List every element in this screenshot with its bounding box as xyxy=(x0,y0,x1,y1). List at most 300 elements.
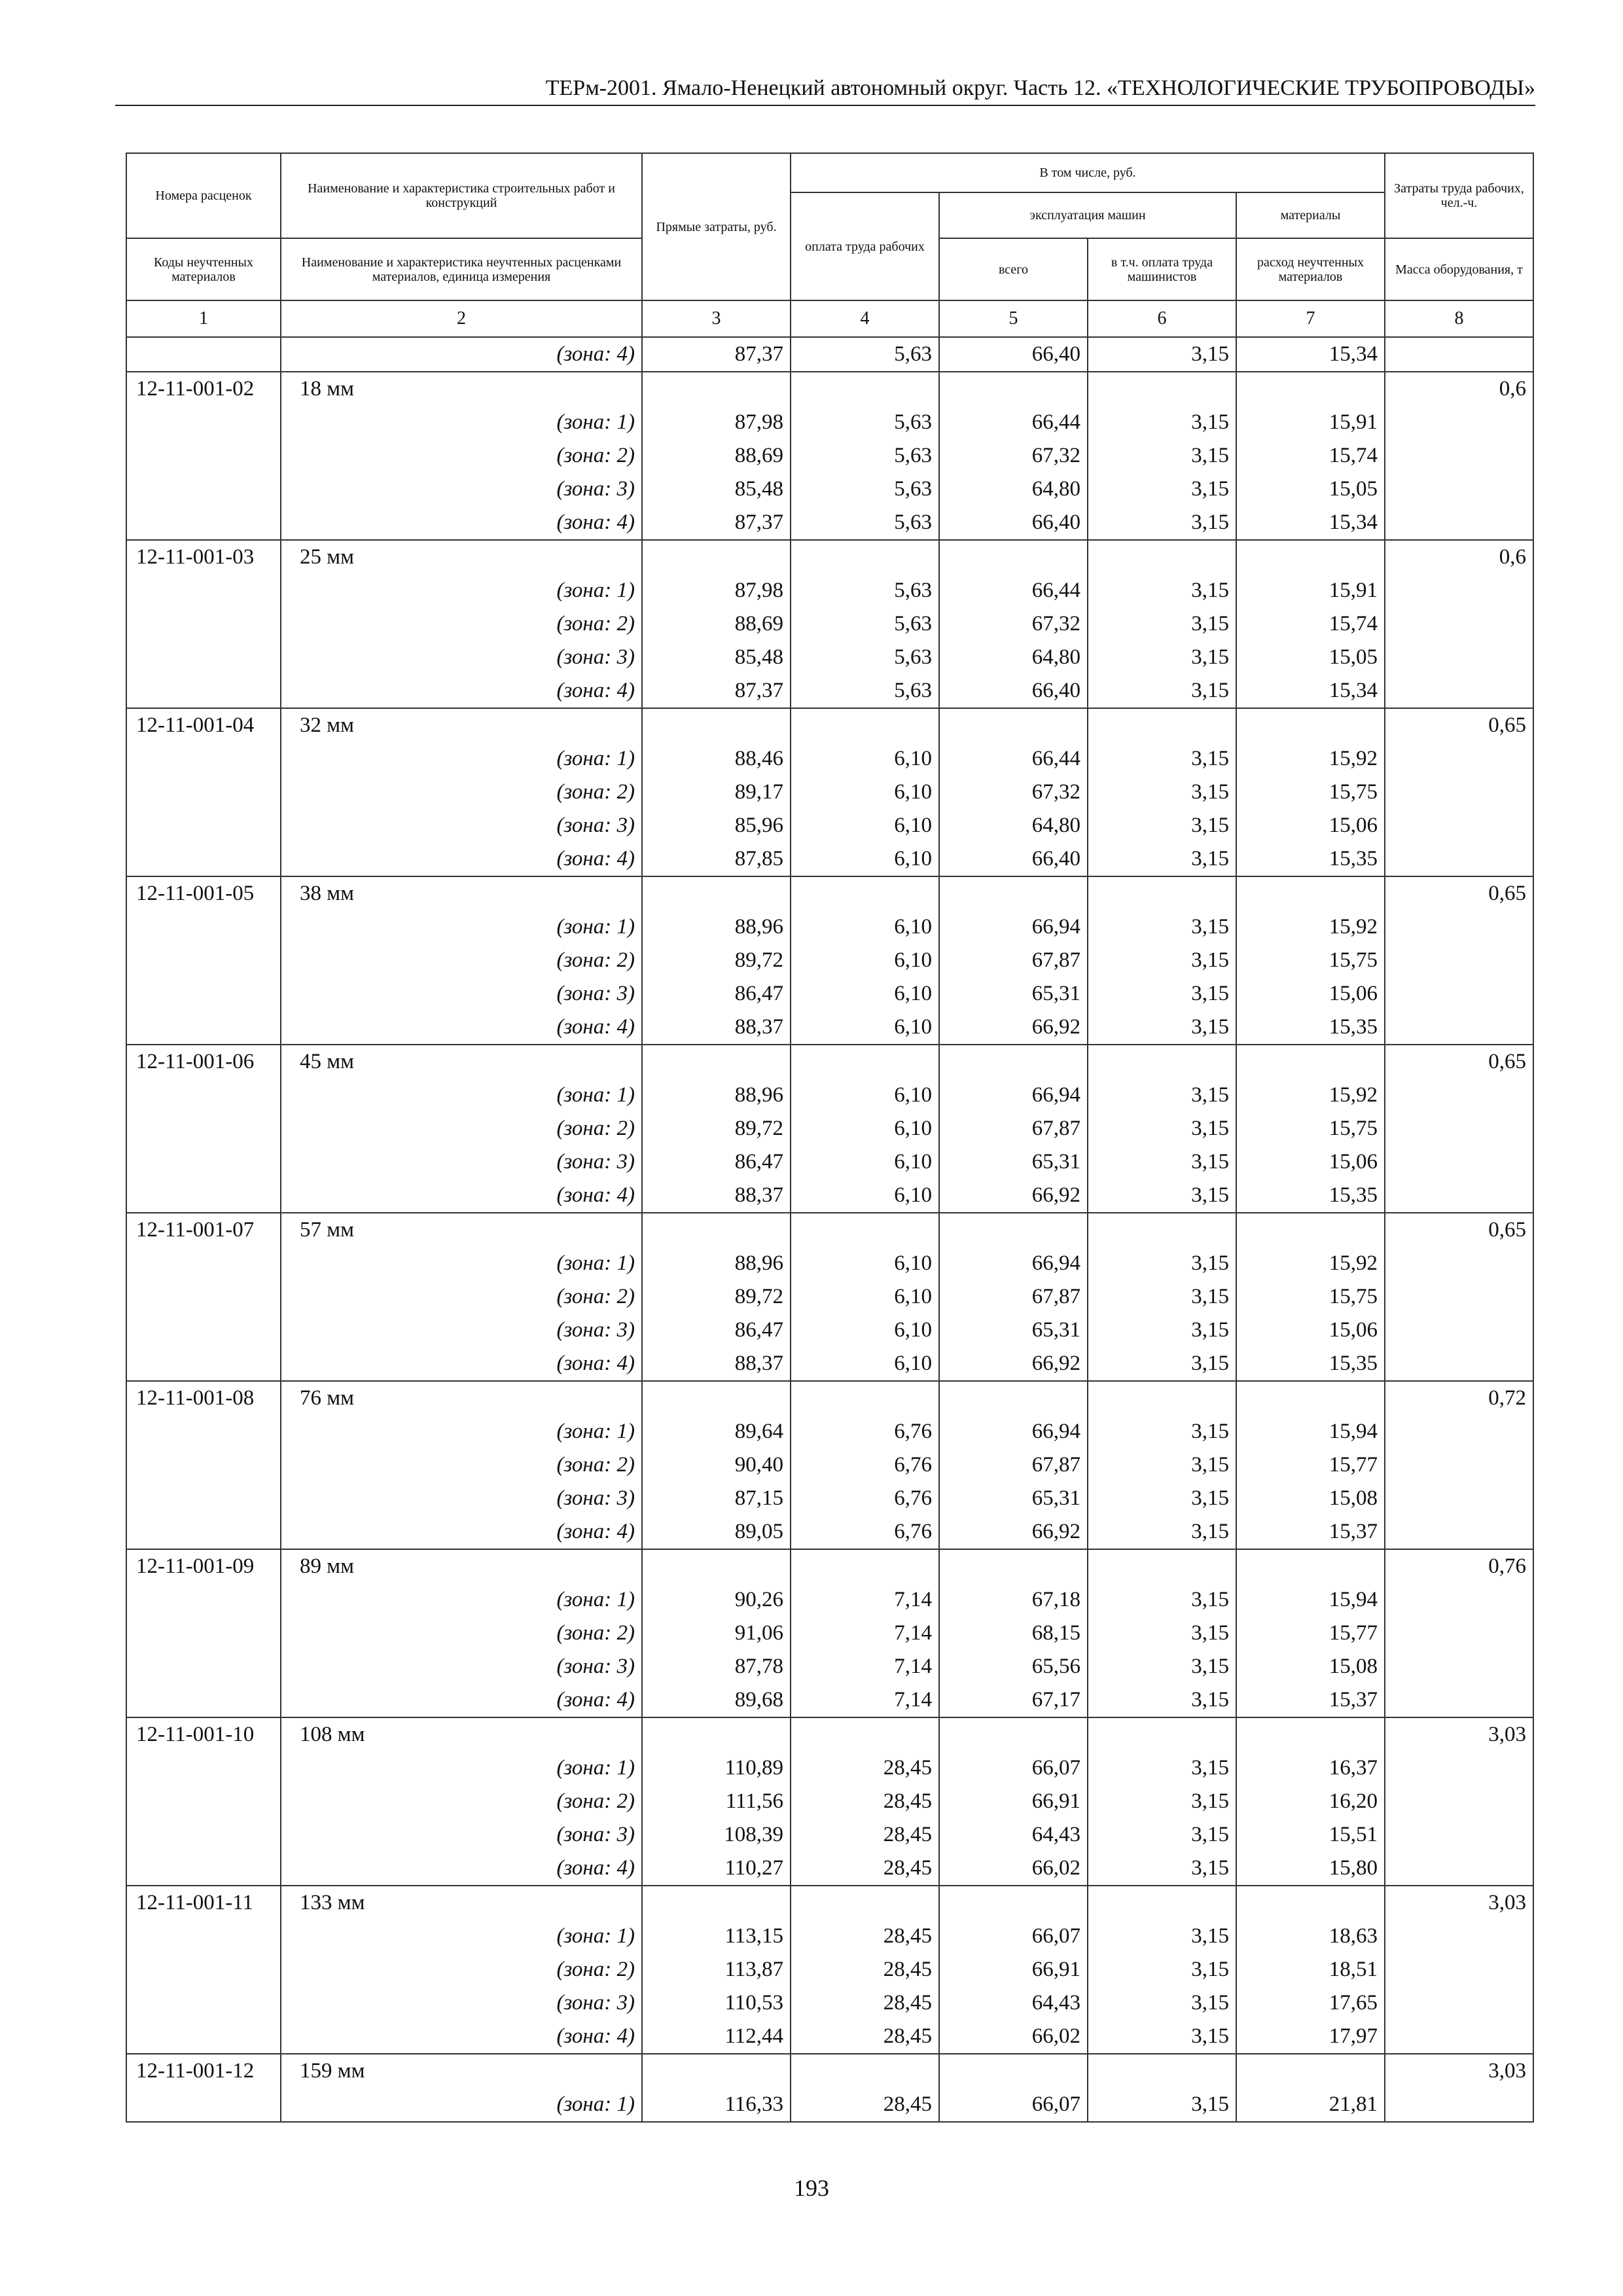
direct-costs: 87,98 xyxy=(642,574,791,607)
zone-row xyxy=(126,607,1533,641)
empty-cell xyxy=(126,1011,281,1045)
rate-header-row xyxy=(126,876,1533,910)
machines-total: 66,94 xyxy=(939,910,1088,944)
operators-pay: 3,15 xyxy=(1088,506,1236,540)
empty-cell xyxy=(939,708,1088,742)
operators-pay: 3,15 xyxy=(1088,910,1236,944)
zone-row xyxy=(126,1448,1533,1482)
empty-cell xyxy=(1236,708,1385,742)
rate-name: 38 мм xyxy=(281,876,642,910)
zone-label: (зона: 3) xyxy=(281,1986,642,2020)
worker-pay: 6,10 xyxy=(791,1179,939,1213)
operators-pay: 3,15 xyxy=(1088,944,1236,977)
zone-label: (зона: 3) xyxy=(281,977,642,1011)
document-title: ТЕРм-2001. Ямало-Ненецкий автономный округ. Часть 12. «ТЕХНОЛОГИЧЕСКИЕ ТРУБОПРОВОДЫ» xyxy=(545,76,1535,100)
zone-label: (зона: 4) xyxy=(281,1515,642,1549)
empty-cell xyxy=(1385,1011,1533,1045)
zone-row xyxy=(126,1852,1533,1886)
rate-code: 12-11-001-10 xyxy=(126,1717,281,1751)
machines-total: 66,94 xyxy=(939,1247,1088,1280)
worker-pay: 6,10 xyxy=(791,1314,939,1347)
materials-cost: 15,35 xyxy=(1236,1011,1385,1045)
machines-total: 66,91 xyxy=(939,1953,1088,1986)
labor-mass: 3,03 xyxy=(1385,1717,1533,1751)
empty-cell xyxy=(126,809,281,842)
empty-cell xyxy=(1385,1785,1533,1818)
table-body xyxy=(126,337,1533,2122)
zone-label: (зона: 4) xyxy=(281,1011,642,1045)
empty-cell xyxy=(126,1079,281,1112)
direct-costs: 87,37 xyxy=(642,337,791,372)
worker-pay: 6,76 xyxy=(791,1515,939,1549)
empty-cell xyxy=(126,1986,281,2020)
empty-cell xyxy=(1236,372,1385,406)
operators-pay: 3,15 xyxy=(1088,742,1236,776)
zone-label: (зона: 3) xyxy=(281,809,642,842)
empty-cell xyxy=(642,1213,791,1247)
rate-name: 159 мм xyxy=(281,2054,642,2088)
materials-cost: 15,75 xyxy=(1236,1280,1385,1314)
rate-code: 12-11-001-08 xyxy=(126,1381,281,1415)
machines-total: 66,07 xyxy=(939,1920,1088,1953)
zone-label: (зона: 2) xyxy=(281,1112,642,1145)
direct-costs: 88,37 xyxy=(642,1347,791,1381)
empty-cell xyxy=(642,2054,791,2088)
zone-row xyxy=(126,1986,1533,2020)
direct-costs: 91,06 xyxy=(642,1617,791,1650)
rate-name: 133 мм xyxy=(281,1886,642,1920)
materials-cost: 18,63 xyxy=(1236,1920,1385,1953)
materials-cost: 15,75 xyxy=(1236,944,1385,977)
empty-cell xyxy=(939,1717,1088,1751)
machines-total: 66,92 xyxy=(939,1011,1088,1045)
zone-label: (зона: 2) xyxy=(281,944,642,977)
empty-cell xyxy=(1385,1112,1533,1145)
empty-cell xyxy=(791,708,939,742)
zone-label: (зона: 3) xyxy=(281,473,642,506)
zone-row xyxy=(126,1314,1533,1347)
machines-total: 66,44 xyxy=(939,742,1088,776)
zone-label: (зона: 1) xyxy=(281,742,642,776)
labor-mass: 0,6 xyxy=(1385,540,1533,574)
materials-cost: 15,74 xyxy=(1236,439,1385,473)
empty-cell xyxy=(642,372,791,406)
direct-costs: 113,87 xyxy=(642,1953,791,1986)
direct-costs: 86,47 xyxy=(642,1314,791,1347)
empty-cell xyxy=(939,1045,1088,1079)
zone-row xyxy=(126,1515,1533,1549)
operators-pay: 3,15 xyxy=(1088,842,1236,876)
col8-header-top: Затраты труда рабочих, чел.-ч. xyxy=(1385,153,1533,238)
zone-row xyxy=(126,1247,1533,1280)
empty-cell xyxy=(1236,1045,1385,1079)
empty-cell xyxy=(1385,1986,1533,2020)
worker-pay: 28,45 xyxy=(791,1785,939,1818)
machines-total: 65,31 xyxy=(939,1314,1088,1347)
worker-pay: 5,63 xyxy=(791,337,939,372)
rate-name: 25 мм xyxy=(281,540,642,574)
rate-name: 76 мм xyxy=(281,1381,642,1415)
materials-cost: 15,92 xyxy=(1236,910,1385,944)
machines-total: 64,80 xyxy=(939,809,1088,842)
operators-pay: 3,15 xyxy=(1088,1145,1236,1179)
direct-costs: 111,56 xyxy=(642,1785,791,1818)
worker-pay: 7,14 xyxy=(791,1650,939,1683)
empty-cell xyxy=(126,1145,281,1179)
zone-row xyxy=(126,842,1533,876)
empty-cell xyxy=(791,1549,939,1583)
zone-label: (зона: 2) xyxy=(281,1785,642,1818)
direct-costs: 89,17 xyxy=(642,776,791,809)
materials-cost: 15,74 xyxy=(1236,607,1385,641)
machines-total: 66,02 xyxy=(939,2020,1088,2054)
rate-name: 108 мм xyxy=(281,1717,642,1751)
rate-code: 12-11-001-05 xyxy=(126,876,281,910)
worker-pay: 5,63 xyxy=(791,574,939,607)
empty-cell xyxy=(1385,1818,1533,1852)
machines-total: 67,17 xyxy=(939,1683,1088,1717)
operators-pay: 3,15 xyxy=(1088,1314,1236,1347)
empty-cell xyxy=(126,1280,281,1314)
machines-total: 65,31 xyxy=(939,1145,1088,1179)
materials-cost: 15,80 xyxy=(1236,1852,1385,1886)
materials-cost: 15,34 xyxy=(1236,506,1385,540)
machines-total: 66,94 xyxy=(939,1415,1088,1448)
empty-cell xyxy=(939,1213,1088,1247)
column-number: 8 xyxy=(1385,300,1533,337)
zone-row xyxy=(126,406,1533,439)
worker-pay: 6,10 xyxy=(791,944,939,977)
materials-cost: 15,37 xyxy=(1236,1683,1385,1717)
labor-mass: 3,03 xyxy=(1385,1886,1533,1920)
empty-cell xyxy=(791,1717,939,1751)
direct-costs: 88,96 xyxy=(642,910,791,944)
zone-label: (зона: 3) xyxy=(281,1314,642,1347)
empty-cell xyxy=(1385,1247,1533,1280)
operators-pay: 3,15 xyxy=(1088,1179,1236,1213)
empty-cell xyxy=(1236,1381,1385,1415)
worker-pay: 6,10 xyxy=(791,1247,939,1280)
worker-pay: 5,63 xyxy=(791,607,939,641)
worker-pay: 28,45 xyxy=(791,1751,939,1785)
worker-pay: 28,45 xyxy=(791,1920,939,1953)
empty-cell xyxy=(642,540,791,574)
empty-cell xyxy=(126,1785,281,1818)
empty-cell xyxy=(1236,1213,1385,1247)
materials-cost: 15,06 xyxy=(1236,809,1385,842)
operators-pay: 3,15 xyxy=(1088,1448,1236,1482)
labor-mass: 0,65 xyxy=(1385,1213,1533,1247)
zone-row xyxy=(126,977,1533,1011)
col4-header: оплата труда рабочих xyxy=(791,192,939,300)
materials-cost: 15,08 xyxy=(1236,1650,1385,1683)
direct-costs: 86,47 xyxy=(642,977,791,1011)
empty-cell xyxy=(791,1886,939,1920)
machines-total: 67,18 xyxy=(939,1583,1088,1617)
worker-pay: 6,10 xyxy=(791,1145,939,1179)
rate-code: 12-11-001-02 xyxy=(126,372,281,406)
table-header xyxy=(126,153,1533,337)
empty-cell xyxy=(1385,1683,1533,1717)
empty-cell xyxy=(939,1381,1088,1415)
zone-row xyxy=(126,641,1533,674)
direct-costs: 113,15 xyxy=(642,1920,791,1953)
empty-cell xyxy=(126,910,281,944)
materials-cost: 15,08 xyxy=(1236,1482,1385,1515)
worker-pay: 28,45 xyxy=(791,1852,939,1886)
zone-row xyxy=(126,1112,1533,1145)
rate-name: 45 мм xyxy=(281,1045,642,1079)
zone-label: (зона: 1) xyxy=(281,1247,642,1280)
materials-cost: 15,94 xyxy=(1236,1415,1385,1448)
empty-cell xyxy=(1385,1415,1533,1448)
direct-costs: 88,37 xyxy=(642,1011,791,1045)
worker-pay: 5,63 xyxy=(791,506,939,540)
empty-cell xyxy=(1236,1549,1385,1583)
machines-total: 64,43 xyxy=(939,1818,1088,1852)
rate-code: 12-11-001-12 xyxy=(126,2054,281,2088)
machines-total: 66,40 xyxy=(939,337,1088,372)
empty-cell xyxy=(1385,742,1533,776)
materials-cost: 15,92 xyxy=(1236,742,1385,776)
machines-total: 65,31 xyxy=(939,1482,1088,1515)
zone-label: (зона: 2) xyxy=(281,1280,642,1314)
zone-row xyxy=(126,2088,1533,2122)
operators-pay: 3,15 xyxy=(1088,1751,1236,1785)
col8-header-bottom: Масса оборудования, т xyxy=(1385,238,1533,300)
page-header xyxy=(115,73,1535,106)
empty-cell xyxy=(126,406,281,439)
zone-label: (зона: 4) xyxy=(281,506,642,540)
empty-cell xyxy=(791,1045,939,1079)
materials-cost: 21,81 xyxy=(1236,2088,1385,2122)
worker-pay: 6,10 xyxy=(791,1280,939,1314)
direct-costs: 90,40 xyxy=(642,1448,791,1482)
zone-label: (зона: 3) xyxy=(281,1650,642,1683)
direct-costs: 87,98 xyxy=(642,406,791,439)
materials-cost: 18,51 xyxy=(1236,1953,1385,1986)
zone-label: (зона: 2) xyxy=(281,439,642,473)
empty-cell xyxy=(791,1381,939,1415)
zone-label: (зона: 2) xyxy=(281,1448,642,1482)
worker-pay: 28,45 xyxy=(791,2088,939,2122)
operators-pay: 3,15 xyxy=(1088,641,1236,674)
empty-cell xyxy=(1385,1751,1533,1785)
empty-cell xyxy=(1088,1549,1236,1583)
zone-row xyxy=(126,473,1533,506)
zone-label: (зона: 4) xyxy=(281,1179,642,1213)
operators-pay: 3,15 xyxy=(1088,1986,1236,2020)
empty-cell xyxy=(126,977,281,1011)
materials-cost: 15,77 xyxy=(1236,1448,1385,1482)
empty-cell xyxy=(1088,1045,1236,1079)
empty-cell xyxy=(1236,540,1385,574)
zone-row xyxy=(126,439,1533,473)
direct-costs: 85,48 xyxy=(642,473,791,506)
worker-pay: 7,14 xyxy=(791,1617,939,1650)
rate-code: 12-11-001-11 xyxy=(126,1886,281,1920)
materials-cost: 15,75 xyxy=(1236,776,1385,809)
rate-header-row xyxy=(126,1549,1533,1583)
zone-row xyxy=(126,1179,1533,1213)
zone-label: (зона: 3) xyxy=(281,641,642,674)
worker-pay: 6,10 xyxy=(791,776,939,809)
zone-row xyxy=(126,1751,1533,1785)
worker-pay: 6,10 xyxy=(791,977,939,1011)
empty-cell xyxy=(642,1717,791,1751)
worker-pay: 6,10 xyxy=(791,742,939,776)
empty-cell xyxy=(1236,1886,1385,1920)
empty-cell xyxy=(1385,1920,1533,1953)
machines-total: 66,02 xyxy=(939,1852,1088,1886)
zone-label: (зона: 4) xyxy=(281,337,642,372)
rate-header-row xyxy=(126,1381,1533,1415)
direct-costs: 89,72 xyxy=(642,1280,791,1314)
operators-pay: 3,15 xyxy=(1088,1515,1236,1549)
empty-cell xyxy=(1385,1314,1533,1347)
direct-costs: 88,69 xyxy=(642,607,791,641)
machines-total: 66,91 xyxy=(939,1785,1088,1818)
zone-row xyxy=(126,1145,1533,1179)
empty-cell xyxy=(1236,1717,1385,1751)
zone-label: (зона: 4) xyxy=(281,1683,642,1717)
column-number: 6 xyxy=(1088,300,1236,337)
machines-total: 67,32 xyxy=(939,607,1088,641)
machines-total: 66,44 xyxy=(939,574,1088,607)
machines-total: 66,40 xyxy=(939,842,1088,876)
empty-cell xyxy=(1088,876,1236,910)
direct-costs: 87,85 xyxy=(642,842,791,876)
materials-cost: 17,97 xyxy=(1236,2020,1385,2054)
zone-row xyxy=(126,910,1533,944)
rate-header-row xyxy=(126,1886,1533,1920)
direct-costs: 88,37 xyxy=(642,1179,791,1213)
column-number: 1 xyxy=(126,300,281,337)
col2-header-top: Наименование и характеристика строительных работ и конструкций xyxy=(281,153,642,238)
empty-cell xyxy=(642,876,791,910)
empty-cell xyxy=(1385,1583,1533,1617)
labor-mass: 0,76 xyxy=(1385,1549,1533,1583)
direct-costs: 87,37 xyxy=(642,506,791,540)
empty-cell xyxy=(1385,1515,1533,1549)
materials-cost: 15,91 xyxy=(1236,574,1385,607)
materials-cost: 15,35 xyxy=(1236,1347,1385,1381)
empty-cell xyxy=(939,1886,1088,1920)
labor-mass: 0,6 xyxy=(1385,372,1533,406)
zone-row xyxy=(126,944,1533,977)
worker-pay: 5,63 xyxy=(791,439,939,473)
operators-pay: 3,15 xyxy=(1088,439,1236,473)
operators-pay: 3,15 xyxy=(1088,1683,1236,1717)
empty-cell xyxy=(642,708,791,742)
empty-cell xyxy=(126,1179,281,1213)
machines-total: 67,32 xyxy=(939,776,1088,809)
zone-row xyxy=(126,1650,1533,1683)
empty-cell xyxy=(126,574,281,607)
zone-row xyxy=(126,809,1533,842)
zone-label: (зона: 1) xyxy=(281,1920,642,1953)
operators-pay: 3,15 xyxy=(1088,674,1236,708)
operators-pay: 3,15 xyxy=(1088,1280,1236,1314)
labor-mass: 0,65 xyxy=(1385,876,1533,910)
zone-label: (зона: 4) xyxy=(281,2020,642,2054)
zone-label: (зона: 1) xyxy=(281,2088,642,2122)
machines-header: эксплуатация машин xyxy=(939,192,1236,238)
materials-cost: 15,94 xyxy=(1236,1583,1385,1617)
zone-row xyxy=(126,1280,1533,1314)
empty-cell xyxy=(126,1751,281,1785)
empty-cell xyxy=(126,439,281,473)
operators-pay: 3,15 xyxy=(1088,1079,1236,1112)
column-number: 2 xyxy=(281,300,642,337)
direct-costs: 89,72 xyxy=(642,1112,791,1145)
empty-cell xyxy=(1088,2054,1236,2088)
empty-cell xyxy=(1385,337,1533,372)
empty-cell xyxy=(1088,1381,1236,1415)
worker-pay: 28,45 xyxy=(791,1986,939,2020)
machines-total: 65,56 xyxy=(939,1650,1088,1683)
empty-cell xyxy=(1236,876,1385,910)
empty-cell xyxy=(126,337,281,372)
zone-label: (зона: 4) xyxy=(281,674,642,708)
operators-pay: 3,15 xyxy=(1088,337,1236,372)
operators-pay: 3,15 xyxy=(1088,607,1236,641)
operators-pay: 3,15 xyxy=(1088,1920,1236,1953)
included-header: В том числе, руб. xyxy=(791,153,1385,192)
empty-cell xyxy=(1088,1213,1236,1247)
zone-row xyxy=(126,742,1533,776)
operators-pay: 3,15 xyxy=(1088,1953,1236,1986)
zone-row xyxy=(126,1953,1533,1986)
empty-cell xyxy=(1385,1179,1533,1213)
zone-row xyxy=(126,337,1533,372)
zone-row xyxy=(126,1920,1533,1953)
empty-cell xyxy=(126,1314,281,1347)
zone-row xyxy=(126,1347,1533,1381)
empty-cell xyxy=(126,1347,281,1381)
empty-cell xyxy=(791,876,939,910)
empty-cell xyxy=(126,1920,281,1953)
col7-header: расход неучтенных материалов xyxy=(1236,238,1385,300)
empty-cell xyxy=(939,540,1088,574)
empty-cell xyxy=(1385,1482,1533,1515)
zone-label: (зона: 4) xyxy=(281,1852,642,1886)
zone-label: (зона: 2) xyxy=(281,1617,642,1650)
worker-pay: 5,63 xyxy=(791,473,939,506)
empty-cell xyxy=(642,1549,791,1583)
col3-header: Прямые затраты, руб. xyxy=(642,153,791,300)
zone-row xyxy=(126,1617,1533,1650)
worker-pay: 5,63 xyxy=(791,406,939,439)
empty-cell xyxy=(1236,2054,1385,2088)
empty-cell xyxy=(1385,1079,1533,1112)
machines-total: 66,07 xyxy=(939,2088,1088,2122)
empty-cell xyxy=(1385,1650,1533,1683)
machines-total: 66,92 xyxy=(939,1179,1088,1213)
zone-row xyxy=(126,1482,1533,1515)
zone-label: (зона: 2) xyxy=(281,607,642,641)
empty-cell xyxy=(126,607,281,641)
zone-row xyxy=(126,506,1533,540)
col1-header-top: Номера расценок xyxy=(126,153,281,238)
operators-pay: 3,15 xyxy=(1088,809,1236,842)
direct-costs: 110,53 xyxy=(642,1986,791,2020)
materials-cost: 17,65 xyxy=(1236,1986,1385,2020)
zone-label: (зона: 3) xyxy=(281,1818,642,1852)
empty-cell xyxy=(1385,506,1533,540)
worker-pay: 6,10 xyxy=(791,1112,939,1145)
direct-costs: 88,96 xyxy=(642,1079,791,1112)
